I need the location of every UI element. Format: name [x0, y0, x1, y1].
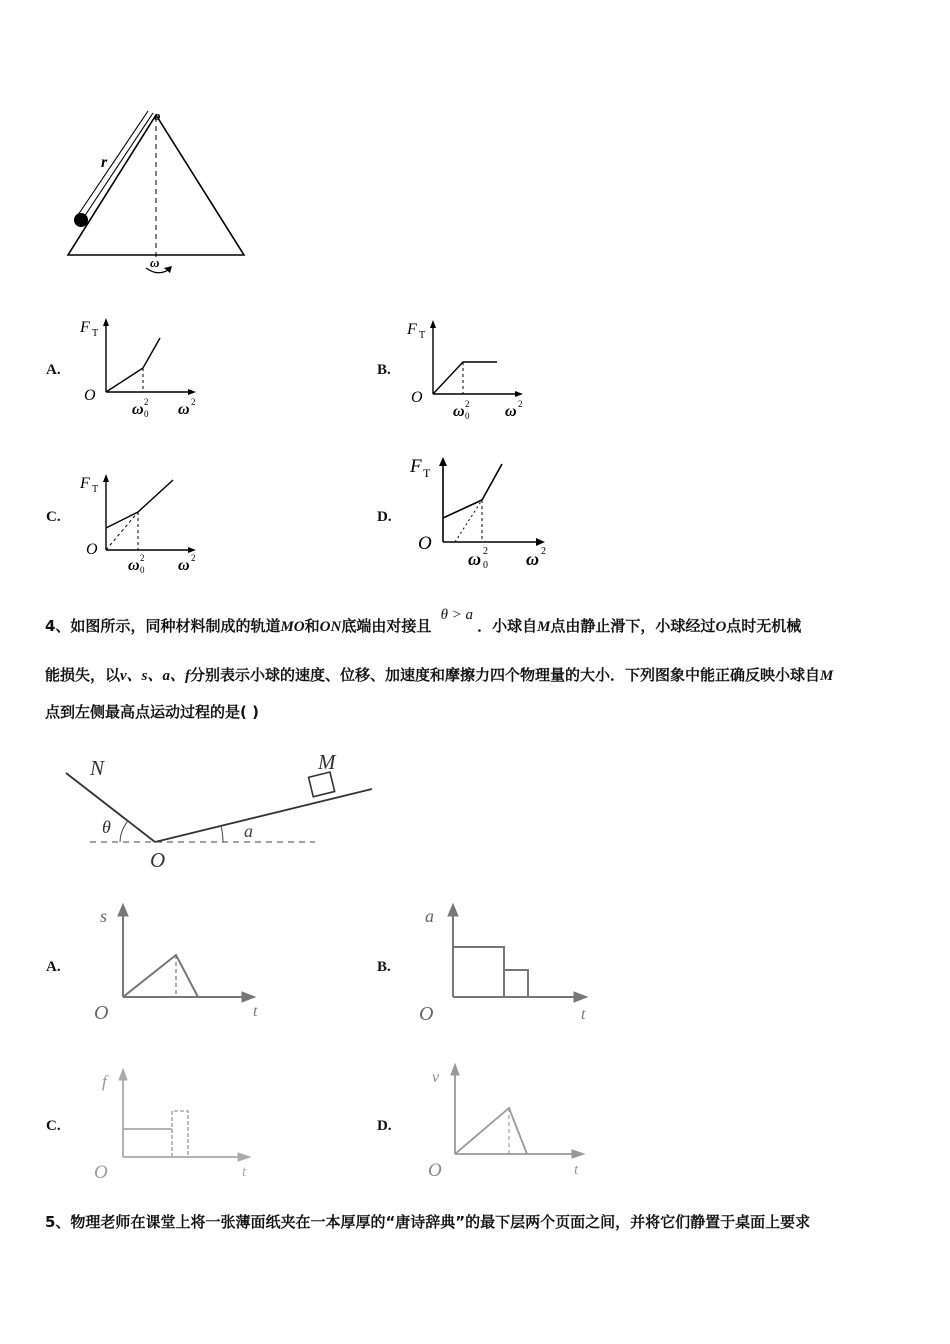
label-r: r	[101, 154, 108, 171]
svg-text:F: F	[80, 319, 90, 336]
string-line-1	[78, 111, 148, 215]
svg-text:ω: ω	[132, 401, 144, 418]
svg-text:F: F	[80, 475, 90, 492]
svg-text:2: 2	[518, 399, 523, 409]
theta-compare-formula: θ > a	[440, 607, 474, 623]
svg-text:0: 0	[465, 411, 470, 421]
svg-text:t: t	[253, 1003, 258, 1020]
svg-text:2: 2	[191, 553, 196, 563]
q3-option-a-letter[interactable]: A.	[46, 362, 61, 378]
svg-text:O: O	[86, 541, 98, 558]
svg-text:O: O	[428, 1160, 442, 1181]
svg-text:0: 0	[483, 560, 488, 571]
svg-text:2: 2	[191, 397, 196, 407]
svg-text:T: T	[419, 330, 426, 341]
svg-text:0: 0	[144, 409, 149, 419]
svg-text:O: O	[419, 1003, 434, 1025]
q4-line-1: 4、如图所示，同种材料制成的轨道MO和ON底端由对接且 θ > a．小球自M点由静止滑下，小球经过O点时无机械	[45, 607, 802, 635]
svg-text:T: T	[92, 328, 99, 339]
string-line-2	[84, 113, 153, 217]
svg-text:T: T	[423, 466, 431, 480]
q5-line-1: 5、物理老师在课堂上将一张薄面纸夹在一本厚厚的“唐诗辞典”的最下层两个页面之间，并将它们静置于桌面上要求	[45, 1213, 811, 1231]
q4-option-c-graph[interactable]	[90, 1065, 270, 1185]
svg-text:ω: ω	[526, 549, 540, 569]
q4-option-d-letter[interactable]: D.	[377, 1118, 392, 1134]
q3-option-c-graph[interactable]	[78, 470, 208, 580]
svg-text:O: O	[94, 1002, 109, 1024]
svg-text:s: s	[100, 906, 108, 926]
svg-text:v: v	[432, 1069, 440, 1086]
label-o: O	[150, 848, 166, 872]
label-theta: θ	[102, 817, 111, 837]
svg-text:2: 2	[144, 397, 149, 407]
q4-option-b-letter[interactable]: B.	[377, 959, 391, 975]
svg-text:ω: ω	[128, 557, 140, 574]
svg-text:O: O	[411, 389, 423, 406]
label-alpha: a	[244, 821, 253, 841]
ball	[74, 213, 88, 227]
svg-text:2: 2	[465, 399, 470, 409]
svg-text:O: O	[94, 1162, 108, 1183]
svg-text:T: T	[92, 484, 99, 495]
q4-line-2: 能损失，以v、s、a、f分别表示小球的速度、位移、加速度和摩擦力四个物理量的大小．下列图象中能正确反映小球自M	[45, 666, 834, 684]
svg-text:F: F	[407, 321, 417, 338]
q3-option-a-graph[interactable]	[78, 316, 208, 426]
svg-text:2: 2	[541, 546, 546, 557]
label-o: o	[154, 108, 161, 123]
svg-text:t: t	[242, 1164, 247, 1180]
q4-option-d-graph[interactable]	[422, 1060, 602, 1185]
q3-option-d-graph[interactable]	[408, 452, 558, 577]
q4-option-a-graph[interactable]	[90, 900, 270, 1025]
svg-text:O: O	[84, 387, 96, 404]
svg-text:O: O	[418, 533, 432, 554]
q3-option-c-letter[interactable]: C.	[46, 509, 61, 525]
q3-option-b-letter[interactable]: B.	[377, 362, 391, 378]
q4-option-c-letter[interactable]: C.	[46, 1118, 61, 1134]
svg-text:0: 0	[140, 565, 145, 575]
label-n: N	[90, 756, 105, 780]
svg-text:2: 2	[140, 553, 145, 563]
svg-text:ω: ω	[178, 401, 190, 418]
label-m: M	[318, 750, 336, 774]
svg-text:2: 2	[483, 546, 488, 557]
q3-option-d-letter[interactable]: D.	[377, 509, 392, 525]
svg-text:ω: ω	[468, 549, 482, 569]
q4-option-b-graph[interactable]	[415, 900, 595, 1025]
cone-figure	[60, 105, 260, 285]
q3-option-b-graph[interactable]	[405, 318, 535, 428]
label-omega: ω	[150, 255, 160, 270]
svg-text:t: t	[581, 1006, 586, 1023]
q4-line-3: 点到左侧最高点运动过程的是( )	[45, 703, 259, 721]
svg-text:ω: ω	[505, 403, 517, 420]
svg-text:ω: ω	[453, 403, 465, 420]
svg-text:t: t	[574, 1162, 579, 1178]
svg-text:ω: ω	[178, 557, 190, 574]
svg-text:a: a	[425, 906, 434, 926]
track-figure	[60, 745, 390, 875]
q4-option-a-letter[interactable]: A.	[46, 959, 61, 975]
svg-text:F: F	[410, 456, 422, 477]
svg-text:f: f	[102, 1072, 107, 1091]
